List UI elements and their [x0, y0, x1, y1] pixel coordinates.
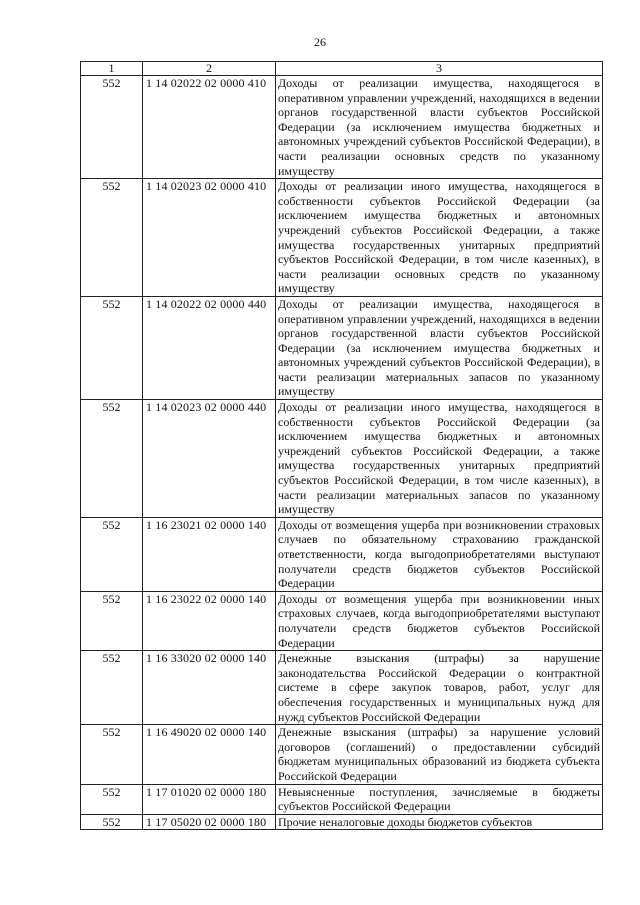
revenue-code-cell: 1 17 05020 02 0000 180: [143, 814, 276, 830]
column-header-description: 3: [276, 62, 603, 76]
admin-code-cell: 552: [81, 784, 143, 814]
admin-code-cell: 552: [81, 725, 143, 784]
revenue-code-cell: 1 16 23022 02 0000 140: [143, 591, 276, 650]
description-cell: Денежные взыскания (штрафы) за нарушение условий договоров (соглашений) о предоставлении субсидий бюджетам муниципальных образований из бюджета субъекта Российской Федерации: [276, 725, 603, 784]
table-row: [81, 784, 603, 814]
table-row: [81, 296, 603, 399]
admin-code-cell: 552: [81, 296, 143, 399]
description-cell: Доходы от реализации имущества, находящегося в оперативном управлении учреждений, находящихся в ведении органов государственной власти субъектов Российской Федерации (за исключением имущества бюджетных и автономных учреждений субъектов Российской Федерации), в части реализации основных средств по указанному имуществу: [276, 76, 603, 179]
revenue-code-cell: 1 14 02022 02 0000 440: [143, 296, 276, 399]
revenue-code-cell: 1 16 23021 02 0000 140: [143, 517, 276, 591]
revenue-code-cell: 1 17 01020 02 0000 180: [143, 784, 276, 814]
table-row: [81, 517, 603, 591]
table-row: [81, 179, 603, 297]
table-row: [81, 591, 603, 650]
column-header-admin: 1: [81, 62, 143, 76]
admin-code-cell: 552: [81, 651, 143, 725]
admin-code-cell: 552: [81, 400, 143, 518]
revenue-code-cell: 1 14 02022 02 0000 410: [143, 76, 276, 179]
table-header-row: [81, 62, 603, 76]
table-row: [81, 725, 603, 784]
admin-code-cell: 552: [81, 814, 143, 830]
description-cell: Прочие неналоговые доходы бюджетов субъектов: [276, 814, 603, 830]
admin-code-cell: 552: [81, 591, 143, 650]
admin-code-cell: 552: [81, 76, 143, 179]
description-cell: Невыясненные поступления, зачисляемые в бюджеты субъектов Российской Федерации: [276, 784, 603, 814]
revenue-code-cell: 1 16 33020 02 0000 140: [143, 651, 276, 725]
revenue-code-cell: 1 14 02023 02 0000 410: [143, 179, 276, 297]
table-row: [81, 76, 603, 179]
admin-code-cell: 552: [81, 517, 143, 591]
column-header-code: 2: [143, 62, 276, 76]
description-cell: Доходы от реализации имущества, находящегося в оперативном управлении учреждений, находящихся в ведении органов государственной власти субъектов Российской Федерации (за исключением имущества бюджетных и автономных учреждений субъектов Российской Федерации), в части реализации материальных запасов по указанному имуществу: [276, 296, 603, 399]
budget-revenue-table: [80, 61, 603, 830]
description-cell: Денежные взыскания (штрафы) за нарушение законодательства Российской Федерации о контрактной системе в сфере закупок товаров, работ, услуг для обеспечения государственных и муниципальных нужд для нужд субъектов Российской Федерации: [276, 651, 603, 725]
revenue-code-cell: 1 16 49020 02 0000 140: [143, 725, 276, 784]
description-cell: Доходы от реализации иного имущества, находящегося в собственности субъектов Российской Федерации (за исключением имущества бюджетных и автономных учреждений субъектов Российской Федерации, а также имущества государственных унитарных предприятий субъектов Российской Федерации, в том числе казенных), в части реализации основных средств по указанному имуществу: [276, 179, 603, 297]
table-row: [81, 400, 603, 518]
table-row: [81, 814, 603, 830]
page-number: 26: [314, 35, 326, 49]
revenue-code-cell: 1 14 02023 02 0000 440: [143, 400, 276, 518]
description-cell: Доходы от возмещения ущерба при возникновении иных страховых случаев, когда выгодоприобретателями выступают получатели средств бюджетов субъектов Российской Федерации: [276, 591, 603, 650]
table-row: [81, 651, 603, 725]
admin-code-cell: 552: [81, 179, 143, 297]
description-cell: Доходы от реализации иного имущества, находящегося в собственности субъектов Российской Федерации (за исключением имущества бюджетных и автономных учреждений субъектов Российской Федерации, а также имущества государственных унитарных предприятий субъектов Российской Федерации, в том числе казенных), в части реализации материальных запасов по указанному имуществу: [276, 400, 603, 518]
description-cell: Доходы от возмещения ущерба при возникновении страховых случаев по обязательному страхованию гражданской ответственности, когда выгодоприобретателями выступают получатели средств бюджетов субъектов Российской Федерации: [276, 517, 603, 591]
